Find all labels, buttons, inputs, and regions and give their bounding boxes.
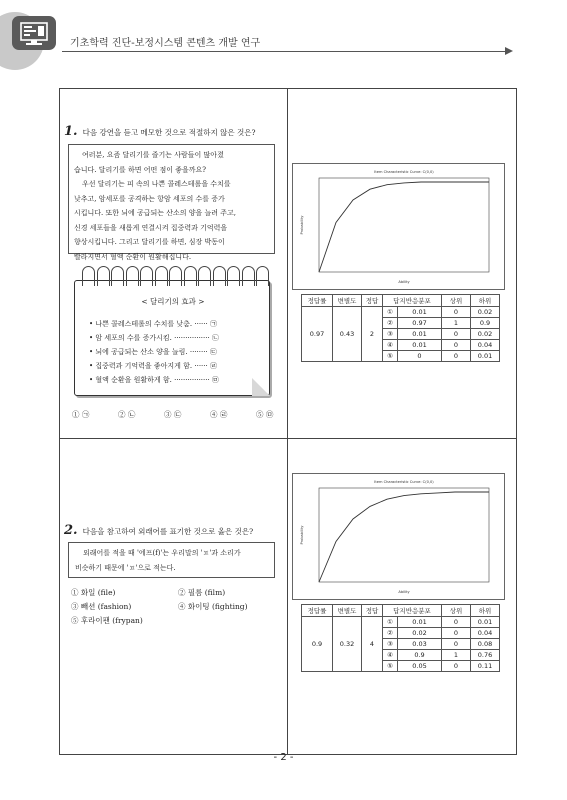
table-cell: 0.9 xyxy=(471,318,500,329)
option-label: ⑤ xyxy=(383,661,398,672)
col-header: 정답 xyxy=(362,295,383,307)
option-label: ③ xyxy=(383,639,398,650)
option-label: ② xyxy=(383,628,398,639)
table-cell: 0.01 xyxy=(471,351,500,362)
table-cell: 0.08 xyxy=(471,639,500,650)
spiral-ring xyxy=(184,266,197,286)
q2-option-1[interactable]: ① 화일 (file) xyxy=(71,588,116,597)
spiral-ring xyxy=(227,266,240,286)
table-cell: 0.11 xyxy=(471,661,500,672)
table-cell: 0.04 xyxy=(471,628,500,639)
question-2-number: 2. xyxy=(64,523,78,538)
option-label: ① xyxy=(383,617,398,628)
discrimination: 0.43 xyxy=(333,307,362,362)
table-cell: 0 xyxy=(442,617,471,628)
question-2-passage: 외래어를 적을 때 '에프(f)'는 우리말의 'ㅍ'과 소리가 비슷하기 때문에 'ㅍ'으로 적는다. xyxy=(68,542,275,578)
table-cell: 0.01 xyxy=(398,340,442,351)
row-divider xyxy=(59,438,517,439)
table-cell: 0.04 xyxy=(471,340,500,351)
table-cell: 0.02 xyxy=(471,329,500,340)
q1-option-4[interactable]: ④ ㉣ xyxy=(210,410,228,419)
table-cell: 0 xyxy=(442,661,471,672)
spiral-ring xyxy=(169,266,182,286)
memo-title: < 달리기의 효과 > xyxy=(141,297,205,306)
q1-option-3[interactable]: ③ ㉢ xyxy=(164,410,182,419)
memo-item: • 암 세포의 수를 증가시킴. ················ ㉡ xyxy=(89,334,219,342)
table-cell: 0 xyxy=(398,351,442,362)
col-header: 변별도 xyxy=(333,295,362,307)
curve-chart-1-svg xyxy=(293,164,504,289)
correct-rate: 0.9 xyxy=(302,617,333,672)
correct-rate: 0.97 xyxy=(302,307,333,362)
page-curl xyxy=(252,378,270,396)
answer: 4 xyxy=(362,617,383,672)
page-number: - 2 - xyxy=(273,752,294,763)
table-cell: 0 xyxy=(442,340,471,351)
option-label: ⑤ xyxy=(383,351,398,362)
question-1-prompt: 다음 강연을 듣고 메모한 것으로 적절하지 않은 것은? xyxy=(82,128,256,137)
table-cell: 0 xyxy=(442,351,471,362)
plot-area xyxy=(319,178,489,272)
col-header: 상위 xyxy=(442,605,471,617)
spiral-ring xyxy=(82,266,95,286)
table-cell: 0 xyxy=(442,639,471,650)
table-cell: 0.01 xyxy=(398,617,442,628)
spiral-ring xyxy=(155,266,168,286)
q2-option-3[interactable]: ③ 빼션 (fashion) xyxy=(71,602,132,611)
stats-table-1 xyxy=(301,294,500,362)
memo-item: • 나쁜 콜레스테롤의 수치를 낮춤. ······ ㉠ xyxy=(89,320,217,328)
header-title: 기초학력 진단-보정시스템 콘텐츠 개발 연구 xyxy=(70,38,261,49)
col-header: 하위 xyxy=(471,605,500,617)
curve-chart-2-svg xyxy=(293,474,504,599)
option-label: ④ xyxy=(383,340,398,351)
table-cell: 0.9 xyxy=(398,650,442,661)
question-2-prompt: 다음을 참고하여 외래어를 표기한 것으로 옳은 것은? xyxy=(82,527,254,536)
y-axis-label: Probability xyxy=(300,525,304,545)
q2-option-2[interactable]: ② 필름 (film) xyxy=(178,588,226,597)
q2-option-5[interactable]: ⑤ 후라이팬 (frypan) xyxy=(71,616,143,625)
col-header: 정답 xyxy=(362,605,383,617)
option-label: ② xyxy=(383,318,398,329)
option-label: ③ xyxy=(383,329,398,340)
spiral-ring xyxy=(256,266,269,286)
memo-notebook xyxy=(74,280,270,396)
table-cell: 1 xyxy=(442,318,471,329)
table-cell: 0.01 xyxy=(471,617,500,628)
table-cell: 1 xyxy=(442,650,471,661)
plot-area xyxy=(319,488,489,582)
table-cell: 0 xyxy=(442,307,471,318)
curve-chart-1 xyxy=(292,163,505,290)
chart-title: Item Characteristic Curve: C(0,0) xyxy=(374,480,434,484)
header-rule xyxy=(62,51,507,52)
option-label: ① xyxy=(383,307,398,318)
table-cell: 0.02 xyxy=(471,307,500,318)
stats-table-2 xyxy=(301,604,500,672)
x-axis-label: Ability xyxy=(398,590,410,594)
table-cell: 0.97 xyxy=(398,318,442,329)
col-header: 정답률 xyxy=(302,605,333,617)
x-axis-label: Ability xyxy=(398,280,410,284)
col-header: 상위 xyxy=(442,295,471,307)
spiral-ring xyxy=(111,266,124,286)
q1-option-5[interactable]: ⑤ ㉤ xyxy=(256,410,274,419)
y-axis-label: Probability xyxy=(300,215,304,235)
monitor-icon xyxy=(12,16,56,50)
q1-option-1[interactable]: ① ㉠ xyxy=(72,410,90,419)
table-cell: 0.05 xyxy=(398,661,442,672)
spiral-ring xyxy=(213,266,226,286)
header-arrow-icon xyxy=(505,47,513,55)
chart-title: Item Characteristic Curve: C(0,0) xyxy=(374,170,434,174)
col-header: 답지반응분포 xyxy=(383,605,442,617)
curve-line xyxy=(319,492,489,582)
col-header: 정답률 xyxy=(302,295,333,307)
q2-option-4[interactable]: ④ 화이팅 (fighting) xyxy=(178,602,248,611)
table-cell: 0.76 xyxy=(471,650,500,661)
column-divider xyxy=(287,88,288,755)
spiral-ring xyxy=(126,266,139,286)
col-header: 답지반응분포 xyxy=(383,295,442,307)
question-1 xyxy=(64,120,256,139)
q1-option-2[interactable]: ② ㉡ xyxy=(118,410,136,419)
table-cell: 0 xyxy=(442,329,471,340)
table-cell: 0.01 xyxy=(398,329,442,340)
answer: 2 xyxy=(362,307,383,362)
memo-item: • 혈액 순환을 원활하게 함. ················ ㉤ xyxy=(89,376,219,384)
curve-chart-2 xyxy=(292,473,505,600)
table-cell: 0.01 xyxy=(398,307,442,318)
question-1-passage: 여러분, 요즘 달리기를 즐기는 사람들이 많아졌 습니다. 달리기를 하면 어떤 점이 좋을까요? 우선 달리기는 피 속의 나쁜 콜레스테롤을 수치를 낮추고, 암세포를 공격하는 항암 세포의 수를 증가 시킵니다. 또한 뇌에 공급되는 산소의 양을 늘려 주고, 신경 세포들을 새롭게 연결시켜 집중력과 기억력을 향상시킵니다. 그리고 달리기를 하면, 심장 박동이 빨라지면서 혈액 순환이 원활해집니다. xyxy=(68,144,275,254)
question-2 xyxy=(64,519,253,538)
table-cell: 0 xyxy=(442,628,471,639)
table-cell: 0.03 xyxy=(398,639,442,650)
option-label: ④ xyxy=(383,650,398,661)
spiral-ring xyxy=(242,266,255,286)
col-header: 하위 xyxy=(471,295,500,307)
question-1-number: 1. xyxy=(64,124,78,139)
spiral-ring xyxy=(198,266,211,286)
curve-line xyxy=(319,182,489,272)
spiral-ring xyxy=(140,266,153,286)
table-cell: 0.02 xyxy=(398,628,442,639)
discrimination: 0.32 xyxy=(333,617,362,672)
spiral-ring xyxy=(97,266,110,286)
memo-item: • 집중력과 기억력을 좋아지게 함. ······ ㉣ xyxy=(89,362,217,370)
memo-item: • 뇌에 공급되는 산소 양을 늘림. ········ ㉢ xyxy=(89,348,217,356)
col-header: 변별도 xyxy=(333,605,362,617)
